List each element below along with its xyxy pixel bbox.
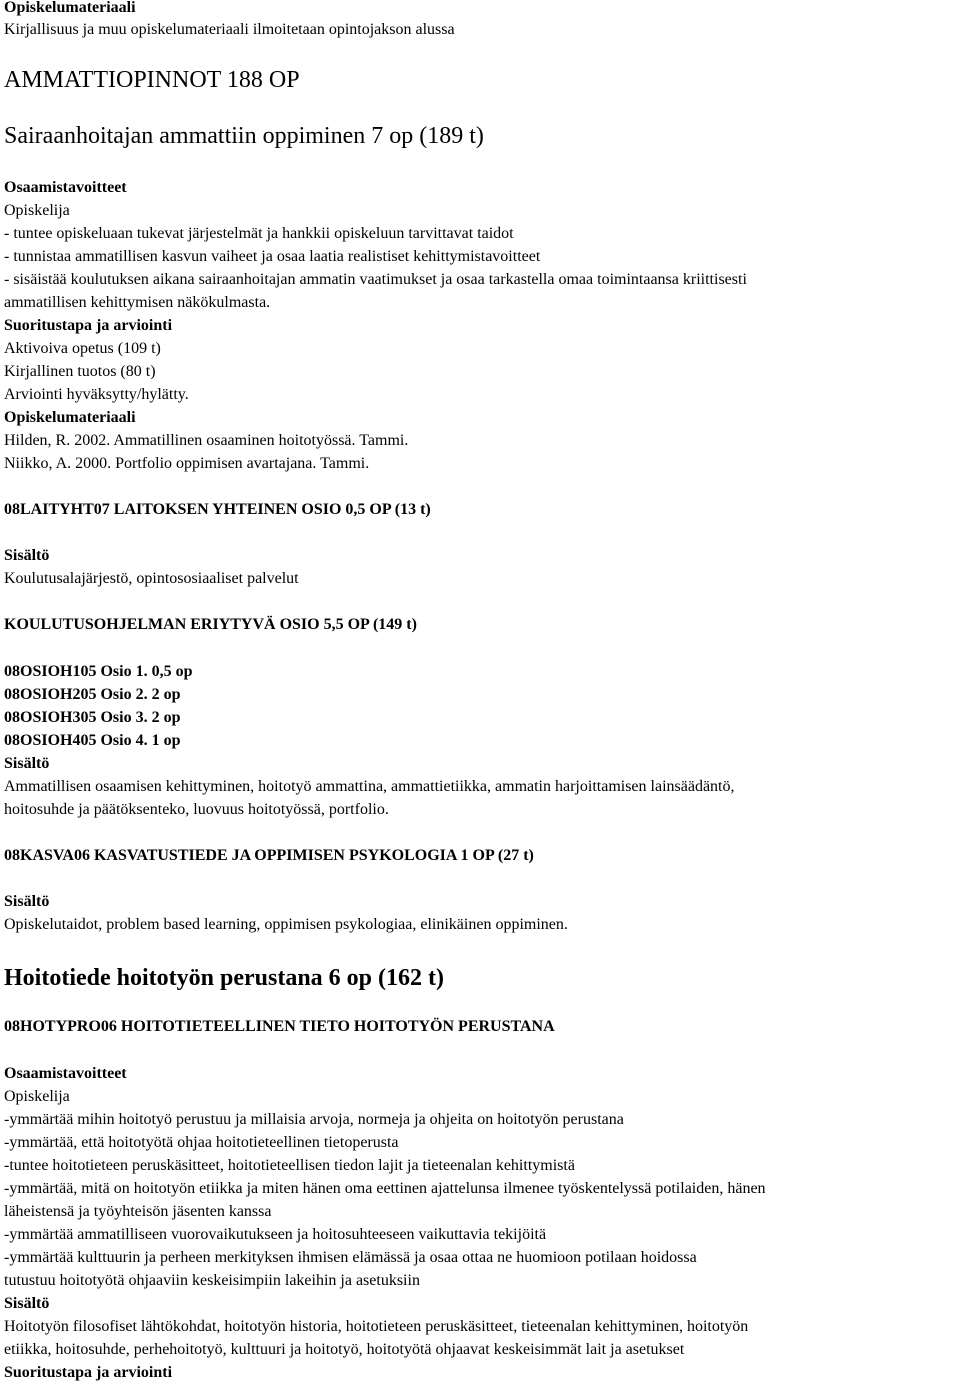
intro-materials-text: Kirjallisuus ja muu opiskelumateriaali ilmoitetaan opintojakson alussa [4, 21, 455, 38]
goal-item: -ymmärtää mihin hoitotyö perustuu ja millaisia arvoja, normeja ja ohjeita on hoitotyön perustana [4, 1111, 624, 1128]
goal-item: -ymmärtää, mitä on hoitotyön etiikka ja miten hänen oma eettinen ajattelunsa ilmenee työskentelyssä potilaiden, hänen [4, 1180, 766, 1197]
content-text: Hoitotyön filosofiset lähtökohdat, hoitotyön historia, hoitotieteen peruskäsitteet, tieteenalan kehittyminen, hoitotyön [4, 1318, 749, 1335]
content-heading: Sisältö [4, 755, 50, 772]
goal-item: läheistensä ja työyhteisön jäsenten kanssa [4, 1203, 272, 1220]
course-title: Sairaanhoitajan ammattiin oppiminen 7 op (189 t) [4, 123, 484, 149]
goal-item: -ymmärtää ammatilliseen vuorovaikutukseen ja hoitosuhteeseen vaikuttavia tekijöitä [4, 1226, 547, 1243]
module-part: 08OSIOH305 Osio 3. 2 op [4, 709, 181, 726]
goal-item: -tuntee hoitotieteen peruskäsitteet, hoitotieteellisen tiedon lajit ja tieteenalan kehittymistä [4, 1157, 575, 1174]
module-title: 08KASVA06 KASVATUSTIEDE JA OPPIMISEN PSYKOLOGIA 1 OP (27 t) [4, 847, 534, 864]
intro-materials-heading: Opiskelumateriaali [4, 0, 136, 16]
goal-item: - tunnistaa ammatillisen kasvun vaiheet ja osaa laatia realistiset kehittymistavoitteet [4, 248, 541, 265]
content-text: Koulutusalajärjestö, opintososiaaliset palvelut [4, 570, 299, 587]
module-part: 08OSIOH405 Osio 4. 1 op [4, 732, 181, 749]
main-title: AMMATTIOPINNOT 188 OP [4, 67, 300, 93]
goal-item: -ymmärtää kulttuurin ja perheen merkityksen ihmisen elämässä ja osaa ottaa ne huomioon potilaan hoidossa [4, 1249, 697, 1266]
content-text: etiikka, hoitosuhde, perhehoitotyö, kulttuuri ja hoitotyö, hoitotyötä ohjaavat keskeisimmät lait ja asetukset [4, 1341, 685, 1358]
module-part: 08OSIOH105 Osio 1. 0,5 op [4, 663, 193, 680]
material-item: Hilden, R. 2002. Ammatillinen osaaminen hoitotyössä. Tammi. [4, 432, 409, 449]
materials-heading: Opiskelumateriaali [4, 409, 136, 426]
assessment-item: Kirjallinen tuotos (80 t) [4, 363, 156, 380]
goal-item: - sisäistää koulutuksen aikana sairaanhoitajan ammatin vaatimukset ja osaa tarkastella omaa toimintaansa kriittisesti [4, 271, 747, 288]
goal-item: tutustuu hoitotyötä ohjaaviin keskeisimpiin lakeihin ja asetuksiin [4, 1272, 420, 1289]
module-part: 08OSIOH205 Osio 2. 2 op [4, 686, 181, 703]
module-title: KOULUTUSOHJELMAN ERIYTYVÄ OSIO 5,5 OP (149 t) [4, 616, 417, 633]
assessment-heading: Suoritustapa ja arviointi [4, 1364, 173, 1381]
module-title: 08HOTYPRO06 HOITOTIETEELLINEN TIETO HOITOTYÖN PERUSTANA [4, 1018, 555, 1035]
content-heading: Sisältö [4, 547, 50, 564]
goal-item: - tuntee opiskeluaan tukevat järjestelmät ja hankkii opiskeluun tarvittavat taidot [4, 225, 514, 242]
learner-label: Opiskelija [4, 1088, 70, 1105]
assessment-heading: Suoritustapa ja arviointi [4, 317, 173, 334]
assessment-item: Aktivoiva opetus (109 t) [4, 340, 161, 357]
content-text: Opiskelutaidot, problem based learning, oppimisen psykologiaa, elinikäinen oppiminen. [4, 916, 568, 933]
material-item: Niikko, A. 2000. Portfolio oppimisen avartajana. Tammi. [4, 455, 370, 472]
goals-heading: Osaamistavoitteet [4, 179, 127, 196]
assessment-item: Arviointi hyväksytty/hylätty. [4, 386, 189, 403]
learner-label: Opiskelija [4, 202, 70, 219]
course-title: Hoitotiede hoitotyön perustana 6 op (162 t) [4, 965, 444, 991]
module-title: 08LAITYHT07 LAITOKSEN YHTEINEN OSIO 0,5 OP (13 t) [4, 501, 431, 518]
content-text: Ammatillisen osaamisen kehittyminen, hoitotyö ammattina, ammattietiikka, ammatin harjoittamisen lainsäädäntö, [4, 778, 735, 795]
goals-heading: Osaamistavoitteet [4, 1065, 127, 1082]
content-heading: Sisältö [4, 1295, 50, 1312]
content-heading: Sisältö [4, 893, 50, 910]
content-text: hoitosuhde ja päätöksenteko, luovuus hoitotyössä, portfolio. [4, 801, 389, 818]
goal-item: -ymmärtää, että hoitotyötä ohjaa hoitotieteellinen tietoperusta [4, 1134, 399, 1151]
goal-item: ammatillisen kehittymisen näkökulmasta. [4, 294, 271, 311]
